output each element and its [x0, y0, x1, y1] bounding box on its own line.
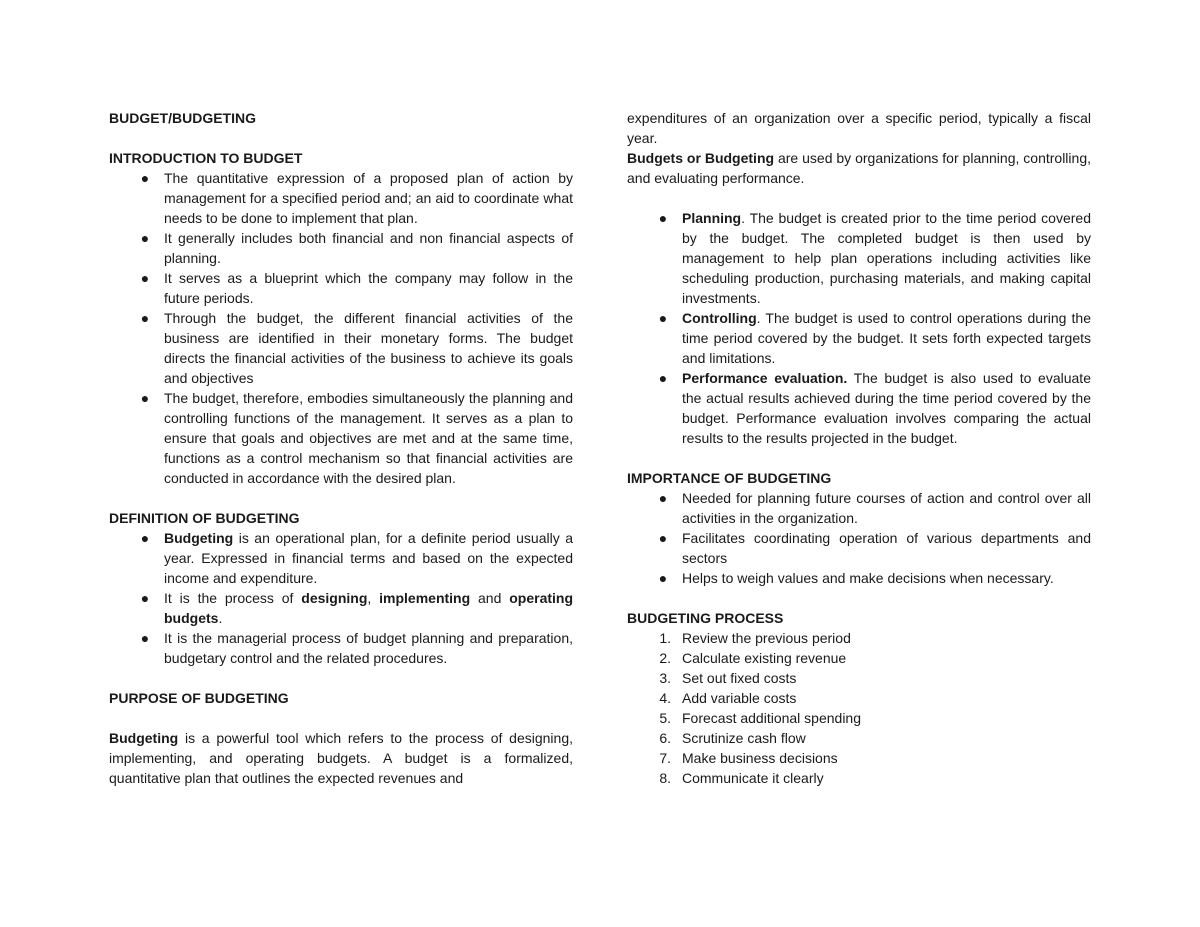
- bullet-icon: ●: [658, 210, 668, 226]
- list-number: 3.: [659, 670, 671, 686]
- list-item: ● It serves as a blueprint which the company may follow in the future periods.: [109, 268, 573, 308]
- list-item: 1. Review the previous period: [627, 628, 1091, 648]
- list-item: 8. Communicate it clearly: [627, 768, 1091, 788]
- list-item: ● Helps to weigh values and make decisions when necessary.: [627, 568, 1091, 588]
- list-item: ● Planning. The budget is created prior to the time period covered by the budget. The completed budget is then used by management to help plan operations including activities like scheduling production, purchasing materials, and making capital investments.: [627, 208, 1091, 308]
- definition-list: [109, 528, 573, 668]
- list-item: ● It is the managerial process of budget planning and preparation, budgetary control and the related procedures.: [109, 628, 573, 668]
- list-item: 4. Add variable costs: [627, 688, 1091, 708]
- list-item: 3. Set out fixed costs: [627, 668, 1091, 688]
- uses-paragraph: Budgets or Budgeting are used by organizations for planning, controlling, and evaluating performance.: [627, 150, 1091, 186]
- list-item: ● It is the process of designing, implementing and operating budgets.: [109, 588, 573, 628]
- bullet-icon: ●: [140, 590, 150, 606]
- list-item: 5. Forecast additional spending: [627, 708, 1091, 728]
- process-list: [627, 628, 1091, 788]
- list-item: ● Controlling. The budget is used to control operations during the time period covered by the budget. It sets forth expected targets and limitations.: [627, 308, 1091, 368]
- list-item: ● Needed for planning future courses of action and control over all activities in the organization.: [627, 488, 1091, 528]
- list-number: 6.: [659, 730, 671, 746]
- list-number: 2.: [659, 650, 671, 666]
- list-item: ● It generally includes both financial and non financial aspects of planning.: [109, 228, 573, 268]
- list-item: ● Budgeting is an operational plan, for a definite period usually a year. Expressed in financial terms and based on the expected income and expenditure.: [109, 528, 573, 588]
- bullet-icon: ●: [140, 630, 150, 646]
- list-item: ● Through the budget, the different financial activities of the business are identified in their monetary forms. The budget directs the financial activities of the business to achieve its goals and objectives: [109, 308, 573, 388]
- list-item: 2. Calculate existing revenue: [627, 648, 1091, 668]
- bullet-icon: ●: [140, 390, 150, 406]
- list-item: 6. Scrutinize cash flow: [627, 728, 1091, 748]
- bullet-icon: ●: [140, 230, 150, 246]
- bullet-icon: ●: [658, 310, 668, 326]
- process-heading: BUDGETING PROCESS: [627, 610, 784, 626]
- definition-heading: DEFINITION OF BUDGETING: [109, 510, 300, 526]
- intro-list: [109, 168, 573, 488]
- purpose-heading: PURPOSE OF BUDGETING: [109, 690, 289, 706]
- uses-list: [627, 208, 1091, 448]
- list-item: 7. Make business decisions: [627, 748, 1091, 768]
- importance-heading: IMPORTANCE OF BUDGETING: [627, 470, 832, 486]
- purpose-paragraph-continued: expenditures of an organization over a specific period, typically a fiscal year.: [627, 110, 1091, 146]
- list-item: ● Facilitates coordinating operation of various departments and sectors: [627, 528, 1091, 568]
- list-item: ● The budget, therefore, embodies simultaneously the planning and controlling functions of the management. It serves as a plan to ensure that goals and objectives are met and at the same time, functions as a control mechanism so that financial activities are conducted in accordance with the desired plan.: [109, 388, 573, 488]
- bullet-icon: ●: [140, 530, 150, 546]
- document-title: BUDGET/BUDGETING: [109, 110, 256, 126]
- bullet-icon: ●: [140, 170, 150, 186]
- bullet-icon: ●: [658, 490, 668, 506]
- bullet-icon: ●: [658, 370, 668, 386]
- intro-heading: INTRODUCTION TO BUDGET: [109, 150, 303, 166]
- bullet-icon: ●: [658, 570, 668, 586]
- list-item: ● The quantitative expression of a proposed plan of action by management for a specified period and; an aid to coordinate what needs to be done to implement that plan.: [109, 168, 573, 228]
- bullet-icon: ●: [140, 310, 150, 326]
- purpose-paragraph: Budgeting is a powerful tool which refers to the process of designing, implementing, and operating budgets. A budget is a formalized, quantitative plan that outlines the expected revenues and: [109, 730, 573, 786]
- list-number: 7.: [659, 750, 671, 766]
- list-item: ● Performance evaluation. The budget is also used to evaluate the actual results achieved during the time period covered by the budget. Performance evaluation involves comparing the actual results to the results projected in the budget.: [627, 368, 1091, 448]
- bullet-icon: ●: [658, 530, 668, 546]
- list-number: 5.: [659, 710, 671, 726]
- list-number: 8.: [659, 770, 671, 786]
- left-column: [109, 108, 573, 788]
- list-number: 4.: [659, 690, 671, 706]
- bullet-icon: ●: [140, 270, 150, 286]
- right-column: [627, 108, 1091, 788]
- importance-list: [627, 488, 1091, 588]
- list-number: 1.: [659, 630, 671, 646]
